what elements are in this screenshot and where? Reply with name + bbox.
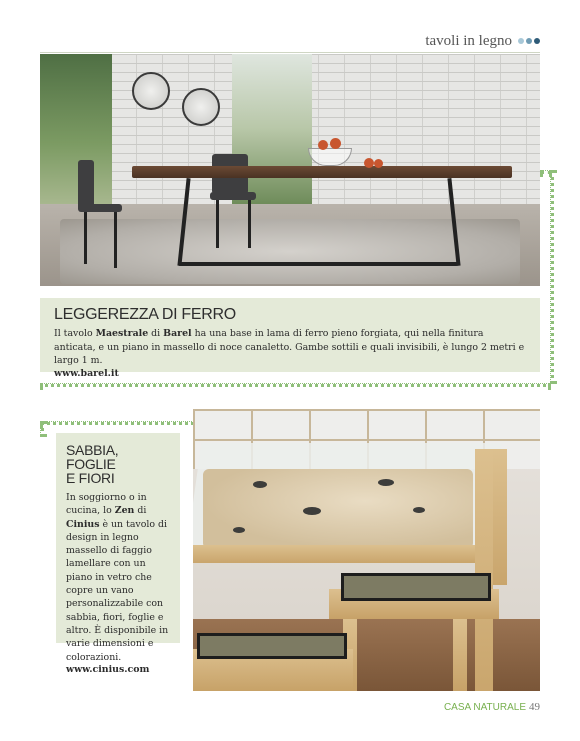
chair-seat	[210, 192, 256, 200]
stone	[253, 481, 267, 488]
tatami-cushion	[197, 633, 347, 659]
fruit	[318, 140, 328, 150]
section-dots	[518, 38, 540, 44]
section-header	[425, 32, 540, 50]
stone	[378, 479, 394, 486]
brand-link[interactable]: www.cinius.com	[66, 663, 150, 675]
dot-3	[534, 38, 540, 44]
tatami-cushion	[341, 573, 491, 601]
caption-box-cinius	[56, 433, 180, 675]
stone	[413, 507, 425, 513]
rug	[60, 219, 520, 284]
fruit	[374, 159, 383, 168]
brand-link[interactable]: www.barel.it	[54, 367, 119, 379]
barel-table-photo	[40, 54, 540, 286]
table-frame	[193, 545, 493, 563]
sand-garden	[203, 469, 473, 549]
chair-leg	[216, 200, 219, 248]
fruit	[364, 158, 374, 168]
garden-window-left	[40, 54, 112, 204]
article-body: Il tavolo Maestrale di Barel ha una base in lama di ferro pieno forgiata, qui nella finitura anticata, e un piano in massello di noce canaletto. Gambe sottili e quali invisibili, è lungo 2 metri e largo 1 m.	[54, 328, 525, 366]
table-leg	[475, 449, 493, 691]
section-title: tavoli in legno	[425, 32, 512, 49]
table-base	[178, 262, 458, 266]
brand-name: Cinius	[66, 518, 100, 530]
header-rule	[40, 52, 540, 53]
dotted-connector	[40, 421, 44, 437]
dot-1	[518, 38, 524, 44]
caption-box-barel	[40, 298, 540, 379]
dot-2	[526, 38, 532, 44]
cinius-table-photo	[193, 409, 540, 691]
dotted-connector	[40, 383, 551, 387]
page-number: 49	[529, 701, 540, 713]
table-leg	[493, 449, 507, 585]
product-name: Zen	[114, 505, 135, 517]
page-footer	[444, 701, 540, 713]
article-title: LEGGEREZZA DI FERRO	[54, 306, 236, 323]
magazine-name: CASA NATURALE	[443, 702, 526, 713]
article-body: In soggiorno o in cucina, lo Zen di Cinius è un tavolo di design in legno massello di faggio lamellare con un piano in vetro che copre un vano personalizzabile con sabbia, fiori, foglie e altro. È disponibile in varie dimensioni e colorazioni.	[66, 492, 169, 663]
chair-seat	[78, 204, 122, 212]
round-mirror	[182, 88, 220, 126]
chair-leg	[248, 200, 251, 248]
chair-back	[78, 160, 94, 210]
round-mirror	[132, 72, 170, 110]
table-top	[132, 166, 512, 178]
stool-leg	[453, 619, 467, 691]
product-name: Maestrale	[95, 328, 149, 339]
dotted-connector	[550, 170, 554, 384]
chair-leg	[84, 212, 87, 264]
stone	[303, 507, 321, 515]
fruit	[330, 138, 341, 149]
chair-leg	[114, 212, 117, 268]
brand-name: Barel	[163, 328, 192, 339]
brick-wall	[110, 54, 540, 204]
article-title: SABBIA, FOGLIE E FIORI	[66, 442, 119, 486]
stone	[233, 527, 245, 533]
